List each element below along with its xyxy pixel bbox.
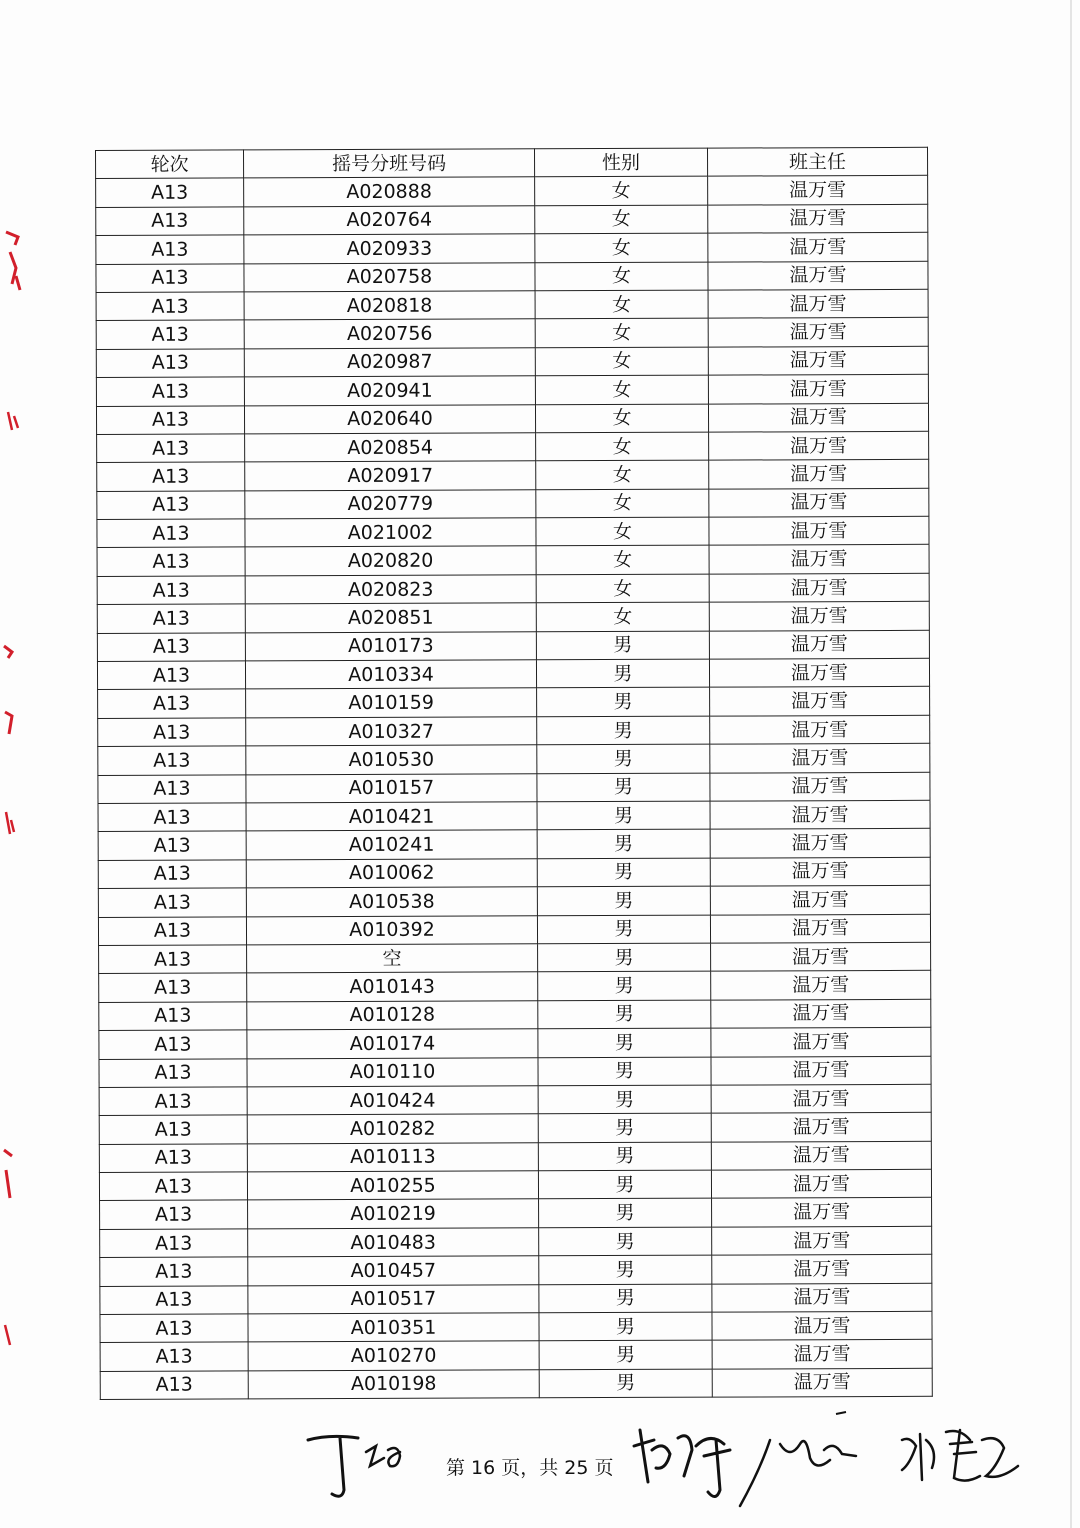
- cell-head-teacher: 温万雪: [708, 346, 928, 375]
- cell-lottery-number: A010457: [248, 1256, 539, 1286]
- cell-gender: 男: [538, 1113, 711, 1142]
- table-row: [96, 204, 928, 236]
- cell-lottery-number: 空: [247, 944, 538, 974]
- cell-gender: 女: [535, 318, 708, 347]
- cell-head-teacher: 温万雪: [709, 545, 929, 574]
- cell-gender: 男: [537, 858, 710, 887]
- cell-head-teacher: 温万雪: [712, 1368, 932, 1397]
- cell-head-teacher: 温万雪: [709, 602, 929, 631]
- cell-gender: 女: [536, 460, 709, 489]
- cell-head-teacher: 温万雪: [710, 744, 930, 773]
- cell-lottery-number: A020818: [244, 291, 535, 321]
- cell-round: A13: [96, 320, 244, 349]
- table-row: [97, 431, 929, 463]
- cell-gender: 女: [535, 233, 708, 262]
- cell-gender: 男: [539, 1369, 712, 1398]
- table-row: [99, 1141, 931, 1173]
- cell-round: A13: [97, 434, 245, 463]
- cell-head-teacher: 温万雪: [712, 1311, 932, 1340]
- table-row: [100, 1255, 932, 1287]
- cell-round: A13: [99, 973, 247, 1002]
- cell-gender: 女: [536, 432, 709, 461]
- table-row: [98, 744, 930, 776]
- cell-lottery-number: A010538: [246, 887, 537, 917]
- cell-lottery-number: A010174: [247, 1029, 538, 1059]
- table-row: [99, 1169, 931, 1201]
- table-row: [99, 942, 931, 974]
- cell-head-teacher: 温万雪: [711, 971, 931, 1000]
- cell-round: A13: [97, 547, 245, 576]
- cell-lottery-number: A010270: [248, 1341, 539, 1371]
- table-row: [100, 1226, 932, 1258]
- cell-round: A13: [99, 945, 247, 974]
- cell-round: A13: [98, 718, 246, 747]
- cell-head-teacher: 温万雪: [711, 942, 931, 971]
- cell-lottery-number: A010530: [246, 745, 537, 775]
- cell-gender: 女: [536, 602, 709, 631]
- cell-round: A13: [96, 235, 244, 264]
- cell-round: A13: [100, 1371, 248, 1400]
- cell-round: A13: [99, 1058, 247, 1087]
- cell-round: A13: [96, 377, 244, 406]
- table-row: [99, 1056, 931, 1088]
- cell-head-teacher: 温万雪: [711, 1084, 931, 1113]
- seal-fragment-marks: [0, 0, 30, 1528]
- cell-head-teacher: 温万雪: [709, 630, 929, 659]
- cell-lottery-number: A010110: [247, 1057, 538, 1087]
- cell-head-teacher: 温万雪: [708, 289, 928, 318]
- table-row: [98, 914, 930, 946]
- table-row: [97, 516, 929, 548]
- cell-round: A13: [96, 405, 244, 434]
- table-row: [100, 1368, 932, 1400]
- cell-head-teacher: 温万雪: [708, 374, 928, 403]
- table-row: [98, 857, 930, 889]
- cell-lottery-number: A010421: [246, 802, 537, 832]
- cell-round: A13: [100, 1286, 248, 1315]
- cell-head-teacher: 温万雪: [709, 516, 929, 545]
- table-row: [96, 232, 928, 264]
- cell-lottery-number: A010351: [248, 1313, 539, 1343]
- cell-head-teacher: 温万雪: [711, 1113, 931, 1142]
- cell-gender: 女: [535, 205, 708, 234]
- table-row: [99, 1084, 931, 1116]
- cell-round: A13: [96, 349, 244, 378]
- cell-lottery-number: A020823: [245, 575, 536, 605]
- cell-lottery-number: A010157: [246, 773, 537, 803]
- cell-round: A13: [97, 491, 245, 520]
- table-row: [96, 346, 928, 378]
- cell-round: A13: [97, 633, 245, 662]
- cell-round: A13: [99, 1115, 247, 1144]
- cell-round: A13: [98, 689, 246, 718]
- cell-gender: 男: [538, 971, 711, 1000]
- table-row: [100, 1311, 932, 1343]
- cell-round: A13: [97, 604, 245, 633]
- cell-lottery-number: A020917: [245, 461, 536, 491]
- cell-head-teacher: 温万雪: [710, 885, 930, 914]
- cell-head-teacher: 温万雪: [712, 1283, 932, 1312]
- cell-head-teacher: 温万雪: [709, 658, 929, 687]
- header-gender: 性别: [534, 148, 707, 177]
- table-row: [100, 1283, 932, 1315]
- cell-lottery-number: A020764: [244, 206, 535, 236]
- cell-gender: 男: [536, 659, 709, 688]
- cell-lottery-number: A020820: [245, 546, 536, 576]
- cell-gender: 女: [536, 489, 709, 518]
- cell-lottery-number: A010424: [247, 1086, 538, 1116]
- table-row: [96, 289, 928, 321]
- cell-lottery-number: A010483: [248, 1228, 539, 1258]
- cell-gender: 男: [538, 1028, 711, 1057]
- cell-gender: 男: [537, 801, 710, 830]
- cell-head-teacher: 温万雪: [712, 1226, 932, 1255]
- cell-lottery-number: A010159: [246, 688, 537, 718]
- cell-head-teacher: 温万雪: [712, 1255, 932, 1284]
- cell-gender: 男: [537, 915, 710, 944]
- cell-lottery-number: A010282: [247, 1114, 538, 1144]
- cell-lottery-number: A020851: [245, 603, 536, 633]
- cell-gender: 男: [538, 943, 711, 972]
- header-round: 轮次: [96, 150, 244, 179]
- cell-lottery-number: A020941: [244, 376, 535, 406]
- cell-gender: 女: [535, 290, 708, 319]
- table-row: [97, 630, 929, 662]
- cell-head-teacher: 温万雪: [711, 1169, 931, 1198]
- cell-round: A13: [100, 1200, 248, 1229]
- cell-round: A13: [99, 1144, 247, 1173]
- cell-round: A13: [100, 1257, 248, 1286]
- table-row: [97, 573, 929, 605]
- cell-gender: 男: [537, 773, 710, 802]
- cell-lottery-number: A010219: [248, 1199, 539, 1229]
- table-row: [98, 885, 930, 917]
- cell-gender: 男: [537, 744, 710, 773]
- cell-round: A13: [96, 263, 244, 292]
- cell-head-teacher: 温万雪: [710, 857, 930, 886]
- table-row: [96, 176, 928, 208]
- page-edge: [1070, 0, 1072, 1528]
- cell-round: A13: [96, 207, 244, 236]
- cell-head-teacher: 温万雪: [708, 176, 928, 205]
- cell-round: A13: [98, 888, 246, 917]
- cell-gender: 男: [536, 631, 709, 660]
- table-body: [96, 176, 933, 1400]
- cell-lottery-number: A010062: [246, 859, 537, 889]
- table-row: [98, 829, 930, 861]
- cell-gender: 男: [537, 688, 710, 717]
- table-row: [96, 403, 928, 435]
- cell-gender: 男: [538, 1085, 711, 1114]
- table-row: [99, 999, 931, 1031]
- cell-gender: 女: [535, 177, 708, 206]
- cell-gender: 男: [537, 886, 710, 915]
- cell-gender: 男: [539, 1341, 712, 1370]
- handwritten-signature-left: [300, 1428, 420, 1508]
- cell-gender: 男: [537, 716, 710, 745]
- cell-lottery-number: A021002: [245, 518, 536, 548]
- table-row: [96, 261, 928, 293]
- class-assignment-table: [95, 147, 932, 1400]
- cell-gender: 男: [539, 1199, 712, 1228]
- cell-head-teacher: 温万雪: [708, 403, 928, 432]
- cell-round: A13: [98, 860, 246, 889]
- cell-head-teacher: 温万雪: [711, 1141, 931, 1170]
- cell-gender: 男: [539, 1255, 712, 1284]
- cell-head-teacher: 温万雪: [711, 999, 931, 1028]
- cell-gender: 男: [538, 1142, 711, 1171]
- cell-head-teacher: 温万雪: [709, 488, 929, 517]
- cell-head-teacher: 温万雪: [709, 573, 929, 602]
- table-row: [97, 602, 929, 634]
- table-row: [100, 1340, 932, 1372]
- cell-round: A13: [96, 292, 244, 321]
- cell-gender: 女: [536, 546, 709, 575]
- table-row: [98, 772, 930, 804]
- cell-lottery-number: A010334: [245, 660, 536, 690]
- cell-head-teacher: 温万雪: [711, 1056, 931, 1085]
- handwritten-signature-right: [620, 1410, 1040, 1520]
- cell-gender: 男: [538, 1057, 711, 1086]
- cell-gender: 男: [539, 1227, 712, 1256]
- cell-head-teacher: 温万雪: [712, 1340, 932, 1369]
- table-row: [100, 1198, 932, 1230]
- cell-head-teacher: 温万雪: [711, 1027, 931, 1056]
- cell-lottery-number: A010128: [247, 1001, 538, 1031]
- cell-gender: 女: [535, 404, 708, 433]
- page-number: 第 16 页，共 25 页: [446, 1457, 614, 1479]
- cell-lottery-number: A020779: [245, 489, 536, 519]
- cell-round: A13: [98, 775, 246, 804]
- cell-round: A13: [98, 831, 246, 860]
- table-row: [98, 715, 930, 747]
- cell-lottery-number: A010143: [247, 972, 538, 1002]
- cell-head-teacher: 温万雪: [709, 431, 929, 460]
- cell-lottery-number: A010327: [246, 717, 537, 747]
- table-row: [98, 800, 930, 832]
- table-row: [97, 658, 929, 690]
- cell-head-teacher: 温万雪: [710, 715, 930, 744]
- cell-lottery-number: A020758: [244, 262, 535, 292]
- header-lottery-number: 摇号分班号码: [244, 149, 535, 179]
- cell-round: A13: [98, 746, 246, 775]
- cell-lottery-number: A010517: [248, 1284, 539, 1314]
- cell-gender: 男: [538, 1000, 711, 1029]
- cell-head-teacher: 温万雪: [708, 261, 928, 290]
- cell-lottery-number: A010241: [246, 830, 537, 860]
- table-row: [99, 1113, 931, 1145]
- cell-lottery-number: A010198: [248, 1370, 539, 1400]
- cell-round: A13: [98, 803, 246, 832]
- cell-gender: 男: [538, 1170, 711, 1199]
- cell-head-teacher: 温万雪: [708, 232, 928, 261]
- cell-round: A13: [97, 576, 245, 605]
- cell-gender: 男: [539, 1312, 712, 1341]
- cell-head-teacher: 温万雪: [710, 829, 930, 858]
- cell-head-teacher: 温万雪: [710, 772, 930, 801]
- cell-gender: 女: [536, 574, 709, 603]
- cell-head-teacher: 温万雪: [709, 460, 929, 489]
- cell-round: A13: [97, 661, 245, 690]
- cell-head-teacher: 温万雪: [710, 687, 930, 716]
- cell-gender: 女: [535, 347, 708, 376]
- cell-gender: 男: [537, 830, 710, 859]
- cell-lottery-number: A020756: [244, 319, 535, 349]
- cell-lottery-number: A010173: [245, 631, 536, 661]
- cell-lottery-number: A020888: [244, 177, 535, 207]
- cell-lottery-number: A020640: [244, 404, 535, 434]
- table-row: [99, 971, 931, 1003]
- table-row: [97, 545, 929, 577]
- header-head-teacher: 班主任: [707, 147, 927, 176]
- cell-lottery-number: A010392: [246, 915, 537, 945]
- cell-gender: 女: [535, 262, 708, 291]
- cell-round: A13: [99, 1087, 247, 1116]
- cell-round: A13: [99, 1172, 247, 1201]
- cell-round: A13: [100, 1342, 248, 1371]
- cell-gender: 男: [539, 1284, 712, 1313]
- cell-lottery-number: A010113: [247, 1142, 538, 1172]
- cell-gender: 女: [536, 517, 709, 546]
- table-row: [98, 687, 930, 719]
- cell-round: A13: [99, 1030, 247, 1059]
- cell-head-teacher: 温万雪: [712, 1198, 932, 1227]
- cell-round: A13: [99, 1002, 247, 1031]
- table-row: [99, 1027, 931, 1059]
- cell-head-teacher: 温万雪: [710, 800, 930, 829]
- cell-round: A13: [96, 178, 244, 207]
- cell-round: A13: [100, 1314, 248, 1343]
- table-header-row: [96, 147, 928, 179]
- cell-head-teacher: 温万雪: [710, 914, 930, 943]
- table-row: [96, 374, 928, 406]
- cell-lottery-number: A020933: [244, 234, 535, 264]
- cell-head-teacher: 温万雪: [708, 204, 928, 233]
- cell-round: A13: [97, 519, 245, 548]
- cell-lottery-number: A010255: [247, 1171, 538, 1201]
- cell-head-teacher: 温万雪: [708, 318, 928, 347]
- table-row: [96, 318, 928, 350]
- table-row: [97, 488, 929, 520]
- cell-gender: 女: [535, 375, 708, 404]
- cell-lottery-number: A020854: [245, 433, 536, 463]
- cell-lottery-number: A020987: [244, 348, 535, 378]
- cell-round: A13: [97, 462, 245, 491]
- cell-round: A13: [98, 916, 246, 945]
- cell-round: A13: [100, 1229, 248, 1258]
- table-row: [97, 460, 929, 492]
